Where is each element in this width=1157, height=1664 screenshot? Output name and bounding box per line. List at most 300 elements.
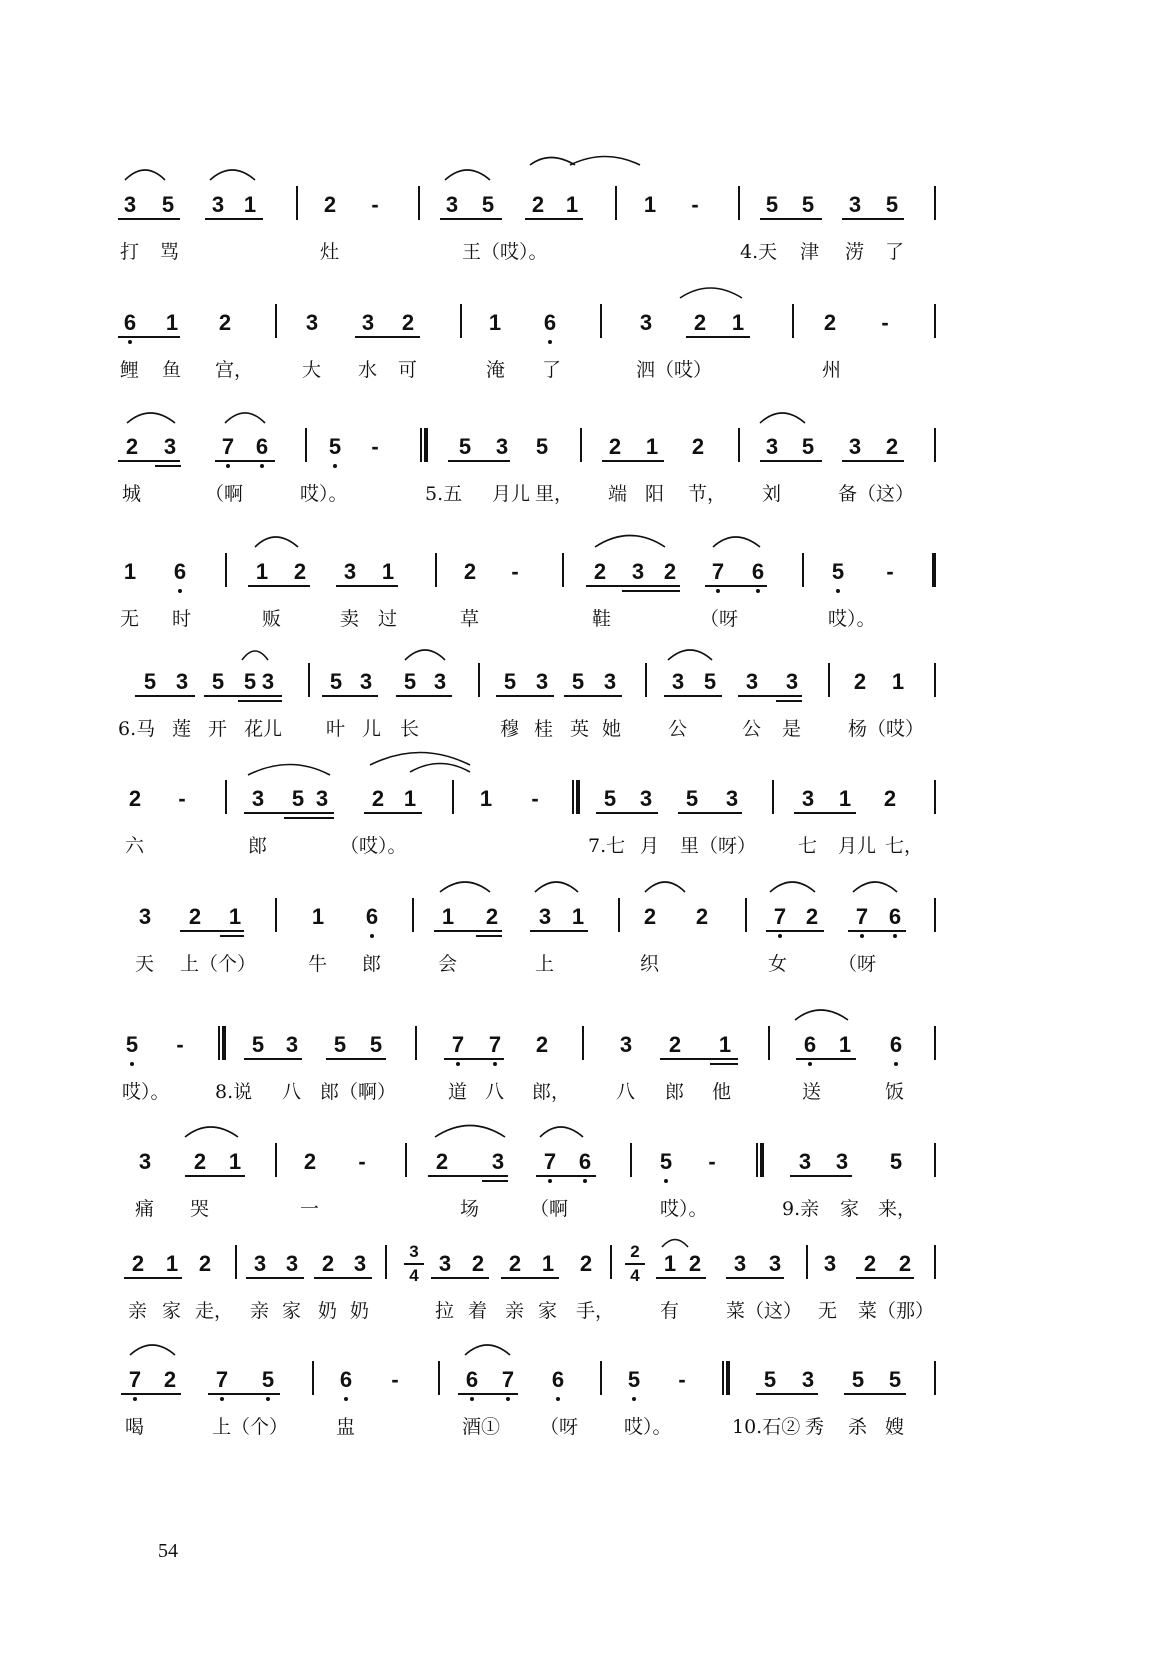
lyric: 哎）。	[660, 1198, 708, 1220]
lyric: 9.亲	[782, 1198, 820, 1220]
note: 1	[643, 192, 657, 217]
note: 1	[165, 310, 179, 335]
note: 3	[123, 192, 137, 217]
note: 1	[255, 559, 269, 584]
note: 7	[773, 904, 787, 929]
underline	[322, 695, 378, 697]
note: 3	[163, 434, 177, 459]
dot-below	[178, 589, 182, 593]
dot-below	[333, 464, 337, 468]
lyric: 开	[208, 718, 228, 740]
note: 5	[888, 1367, 902, 1392]
note: 5	[535, 434, 549, 459]
underline	[118, 336, 180, 338]
lyric: 菜（那）	[858, 1300, 935, 1322]
barline	[934, 780, 936, 814]
note: 6	[173, 559, 187, 584]
lyric: 宫，	[215, 359, 254, 381]
lyric: 上（个）	[212, 1416, 289, 1438]
barline	[772, 780, 774, 814]
note: 5	[243, 669, 257, 694]
lyric: （啊	[205, 483, 244, 505]
note: 3	[765, 434, 779, 459]
barline	[934, 1026, 936, 1060]
underline	[396, 695, 452, 697]
note: -	[511, 559, 519, 584]
note: 5	[765, 192, 779, 217]
note: 1	[441, 904, 455, 929]
underline	[208, 1393, 280, 1395]
note: 6	[889, 1032, 903, 1057]
note: 5	[603, 786, 617, 811]
note: 2	[579, 1251, 593, 1276]
lyric: 4.天	[740, 241, 778, 263]
note: 2	[863, 1251, 877, 1276]
note: -	[886, 559, 894, 584]
note: 3	[211, 192, 225, 217]
note: 7	[855, 904, 869, 929]
lyric: 郎	[665, 1081, 685, 1103]
note: 6	[578, 1149, 592, 1174]
note: 3	[285, 1032, 299, 1057]
lyric: 酒①	[462, 1416, 501, 1438]
barline	[828, 663, 830, 697]
note: -	[881, 310, 889, 335]
lyric: 喝	[125, 1416, 145, 1438]
lyric: 会	[438, 953, 458, 975]
lyric: 上（个）	[180, 953, 257, 975]
note: -	[391, 1367, 399, 1392]
lyric: 郎，	[532, 1081, 571, 1103]
note: 3	[619, 1032, 633, 1057]
underline	[355, 336, 420, 338]
note: 1	[165, 1251, 179, 1276]
lyric: （呀	[838, 953, 877, 975]
underline	[756, 1393, 818, 1395]
note: 2	[163, 1367, 177, 1392]
note: 2	[691, 434, 705, 459]
dot-below	[860, 934, 864, 938]
note: 7	[221, 434, 235, 459]
underline	[180, 930, 244, 932]
lyric: 家	[162, 1300, 182, 1322]
underline	[364, 812, 422, 814]
staff-row-1	[0, 178, 1157, 308]
underline	[790, 1175, 852, 1177]
staff-row-11	[0, 1353, 1157, 1483]
lyric: 叶	[326, 718, 346, 740]
note: 3	[603, 669, 617, 694]
note: 5	[369, 1032, 383, 1057]
note: 6	[465, 1367, 479, 1392]
dot-below	[778, 934, 782, 938]
note: 5	[801, 434, 815, 459]
underline	[564, 695, 622, 697]
lyric: 泗（哎）	[636, 359, 713, 381]
lyric: 公	[742, 718, 762, 740]
note: 2	[303, 1149, 317, 1174]
barline	[412, 898, 414, 932]
underline	[434, 930, 502, 932]
note: 3	[361, 310, 375, 335]
lyric: 可	[398, 359, 418, 381]
underline	[215, 460, 275, 462]
lyric: 城	[122, 483, 142, 505]
underline	[118, 460, 180, 462]
dot-below	[226, 464, 230, 468]
lyric: 无	[120, 608, 140, 630]
note: 2	[688, 1251, 702, 1276]
lyric: 道	[448, 1081, 468, 1103]
note: 5	[211, 669, 225, 694]
underline	[428, 1175, 508, 1177]
note: 3	[261, 669, 275, 694]
lyric: 家	[282, 1300, 302, 1322]
lyric: 长	[400, 718, 420, 740]
note: 2	[125, 434, 139, 459]
lyric: 灶	[320, 241, 340, 263]
note: 3	[801, 786, 815, 811]
note: 3	[305, 310, 319, 335]
note: 3	[138, 904, 152, 929]
lyric: 莲	[172, 718, 192, 740]
note: 5	[763, 1367, 777, 1392]
lyric: 月儿	[838, 835, 877, 857]
barline	[435, 553, 437, 587]
lyric: 哎）。	[624, 1416, 672, 1438]
dot-below	[548, 1179, 552, 1183]
underline	[726, 1277, 784, 1279]
staff-row-10	[0, 1237, 1157, 1367]
note: 2	[643, 904, 657, 929]
underline	[678, 812, 742, 814]
note: 2	[593, 559, 607, 584]
note: 6	[365, 904, 379, 929]
lyric: 送	[802, 1081, 822, 1103]
underline	[530, 930, 588, 932]
note: 2	[463, 559, 477, 584]
barline	[768, 1026, 770, 1060]
note: 5	[328, 434, 342, 459]
barline	[802, 553, 804, 587]
underline	[444, 1058, 504, 1060]
note: 2	[401, 310, 415, 335]
note: 1	[565, 192, 579, 217]
note: -	[176, 1032, 184, 1057]
lyric: 上	[535, 953, 555, 975]
staff-row-7	[0, 890, 1157, 1020]
underline	[448, 460, 510, 462]
lyric: 家	[538, 1300, 558, 1322]
dot-below	[133, 1397, 137, 1401]
lyric: 家	[840, 1198, 860, 1220]
underline	[314, 1277, 372, 1279]
underline	[246, 1277, 304, 1279]
note: 5	[333, 1032, 347, 1057]
note: 6	[803, 1032, 817, 1057]
note: -	[531, 786, 539, 811]
underline	[842, 460, 904, 462]
note: 2	[630, 1242, 640, 1261]
lyric: 六	[125, 835, 145, 857]
underline	[710, 1063, 738, 1065]
lyric: 一	[300, 1198, 320, 1220]
note: 2	[323, 192, 337, 217]
note: 3	[848, 434, 862, 459]
lyric: 月	[640, 835, 660, 857]
lyric: 节，	[688, 483, 727, 505]
underline	[118, 218, 180, 220]
note: 5	[801, 192, 815, 217]
lyric: 七	[798, 835, 818, 857]
barline	[275, 304, 277, 338]
note: 1	[228, 904, 242, 929]
barline	[438, 1361, 440, 1395]
underline	[844, 1393, 906, 1395]
lyric: 涝	[845, 241, 865, 263]
dot-below	[493, 1062, 497, 1066]
note: 3	[671, 669, 685, 694]
barline	[738, 186, 740, 220]
note: 3	[538, 904, 552, 929]
underline	[336, 585, 398, 587]
lyric: 嫂	[885, 1416, 905, 1438]
note: 3	[353, 1251, 367, 1276]
dot-below	[130, 1062, 134, 1066]
note: 1	[479, 786, 493, 811]
underline	[431, 1277, 489, 1279]
note: 1	[838, 1032, 852, 1057]
barline	[415, 1026, 417, 1060]
dot-below	[506, 1397, 510, 1401]
lyric: 无	[818, 1300, 838, 1322]
lyric: 贩	[262, 608, 282, 630]
underline	[760, 218, 822, 220]
barline	[934, 663, 936, 697]
note: 3	[725, 786, 739, 811]
note: 3	[438, 1251, 452, 1276]
note: -	[371, 434, 379, 459]
note: 5	[161, 192, 175, 217]
underline	[842, 218, 904, 220]
underline	[796, 1058, 856, 1060]
lyric: 八	[485, 1081, 505, 1103]
note: 2	[293, 559, 307, 584]
note: 7	[488, 1032, 502, 1057]
underline	[660, 1058, 738, 1060]
underline	[602, 460, 664, 462]
barline	[385, 1245, 387, 1279]
underline	[760, 460, 822, 462]
double-barline	[756, 1143, 764, 1177]
note: 2	[198, 1251, 212, 1276]
dot-below	[548, 340, 552, 344]
lyric: 他	[712, 1081, 732, 1103]
staff-row-2	[0, 296, 1157, 426]
barline	[600, 1361, 602, 1395]
lyric: 卖	[340, 608, 360, 630]
lyric: 里，	[535, 483, 574, 505]
note: 6	[551, 1367, 565, 1392]
underline	[686, 336, 750, 338]
dot-below	[456, 1062, 460, 1066]
note: -	[708, 1149, 716, 1174]
barline	[275, 1143, 277, 1177]
dot-below	[808, 1062, 812, 1066]
note: 4	[409, 1266, 419, 1285]
lyric: 州	[822, 359, 842, 381]
note: 7	[215, 1367, 229, 1392]
note: 3	[343, 559, 357, 584]
note: 3	[138, 1149, 152, 1174]
note: 5	[889, 1149, 903, 1174]
note: 3	[433, 669, 447, 694]
lyric: 打	[120, 241, 140, 263]
note: 3	[535, 669, 549, 694]
note: 6	[255, 434, 269, 459]
note: 1	[403, 786, 417, 811]
note: 1	[731, 310, 745, 335]
note: -	[371, 192, 379, 217]
lyric: 手，	[576, 1300, 615, 1322]
lyric: 女	[768, 953, 788, 975]
barline	[618, 898, 620, 932]
note: -	[691, 192, 699, 217]
underline	[586, 585, 680, 587]
lyric: 鞋	[592, 608, 612, 630]
lyric: 鲤	[120, 359, 140, 381]
lyric: 是	[782, 718, 802, 740]
barline	[580, 428, 582, 462]
note: 5	[143, 669, 157, 694]
note: 3	[639, 310, 653, 335]
note: 7	[128, 1367, 142, 1392]
lyric: 盅	[336, 1416, 356, 1438]
note: 2	[193, 1149, 207, 1174]
underline	[204, 695, 282, 697]
note: 3	[495, 434, 509, 459]
note: 3	[639, 786, 653, 811]
underline	[135, 695, 195, 697]
lyric: 备（这）	[838, 483, 915, 505]
lyric: 秀	[805, 1416, 825, 1438]
note: 3	[785, 669, 799, 694]
note: 6	[339, 1367, 353, 1392]
note: 2	[131, 1251, 145, 1276]
barline	[275, 898, 277, 932]
lyric: 里（呀）	[680, 835, 757, 857]
note: 1	[228, 1149, 242, 1174]
lyric: 八	[282, 1081, 302, 1103]
lyric: 8.说	[215, 1081, 253, 1103]
note: 2	[471, 1251, 485, 1276]
barline	[645, 663, 647, 697]
note: 7	[543, 1149, 557, 1174]
lyric: 王（哎）。	[462, 241, 548, 263]
lyric: 亲	[505, 1300, 525, 1322]
lyric: 场	[460, 1198, 480, 1220]
note: 1	[645, 434, 659, 459]
barline	[934, 898, 936, 932]
barline	[738, 428, 740, 462]
underline	[155, 465, 181, 467]
note: 3	[848, 192, 862, 217]
dot-below	[664, 1179, 668, 1183]
barline	[478, 663, 480, 697]
note: 3	[823, 1251, 837, 1276]
barline	[562, 553, 564, 587]
dot-below	[836, 589, 840, 593]
note: 2	[218, 310, 232, 335]
lyric: 公	[668, 718, 688, 740]
note: 2	[435, 1149, 449, 1174]
barline	[934, 1361, 936, 1395]
note: 1	[571, 904, 585, 929]
dot-below	[894, 1062, 898, 1066]
double-barline	[572, 780, 580, 814]
barline	[934, 186, 936, 220]
lyric: 杀	[848, 1416, 868, 1438]
dot-below	[220, 1397, 224, 1401]
barline	[405, 1143, 407, 1177]
note: 2	[188, 904, 202, 929]
underline	[766, 930, 824, 932]
lyric: 鱼	[162, 359, 182, 381]
underline	[856, 1277, 914, 1279]
note: 5	[703, 669, 717, 694]
lyric: 织	[640, 953, 660, 975]
note: -	[358, 1149, 366, 1174]
lyric: 10.石②	[732, 1416, 801, 1438]
lyric: 大	[302, 359, 322, 381]
lyric: 郎	[362, 953, 382, 975]
dot-below	[370, 934, 374, 938]
lyric: 亲	[250, 1300, 270, 1322]
underline	[596, 812, 658, 814]
page-number: 54	[158, 1540, 178, 1562]
note: 5	[627, 1367, 641, 1392]
double-barline	[218, 1026, 226, 1060]
note: 5	[481, 192, 495, 217]
note: 5	[458, 434, 472, 459]
note: 5	[503, 669, 517, 694]
dot-below	[632, 1397, 636, 1401]
underline	[496, 695, 554, 697]
barline	[225, 780, 227, 814]
note: 2	[695, 904, 709, 929]
note: 3	[491, 1149, 505, 1174]
note: 5	[885, 192, 899, 217]
lyric: 牛	[308, 953, 328, 975]
underline	[244, 1058, 302, 1060]
lyric: 郎（啊）	[320, 1081, 397, 1103]
note: 2	[885, 434, 899, 459]
lyric: 哎）。	[828, 608, 876, 630]
lyric: 桂	[534, 718, 554, 740]
barline	[418, 186, 420, 220]
lyric: 亲	[128, 1300, 148, 1322]
note: 5	[851, 1367, 865, 1392]
underline	[664, 695, 722, 697]
lyric: 过	[378, 608, 398, 630]
note: 2	[608, 434, 622, 459]
lyric: 她	[602, 718, 622, 740]
lyric: 天	[135, 953, 155, 975]
note: 3	[733, 1251, 747, 1276]
note: 1	[718, 1032, 732, 1057]
barline	[806, 1245, 808, 1279]
lyric: 痛	[135, 1198, 155, 1220]
